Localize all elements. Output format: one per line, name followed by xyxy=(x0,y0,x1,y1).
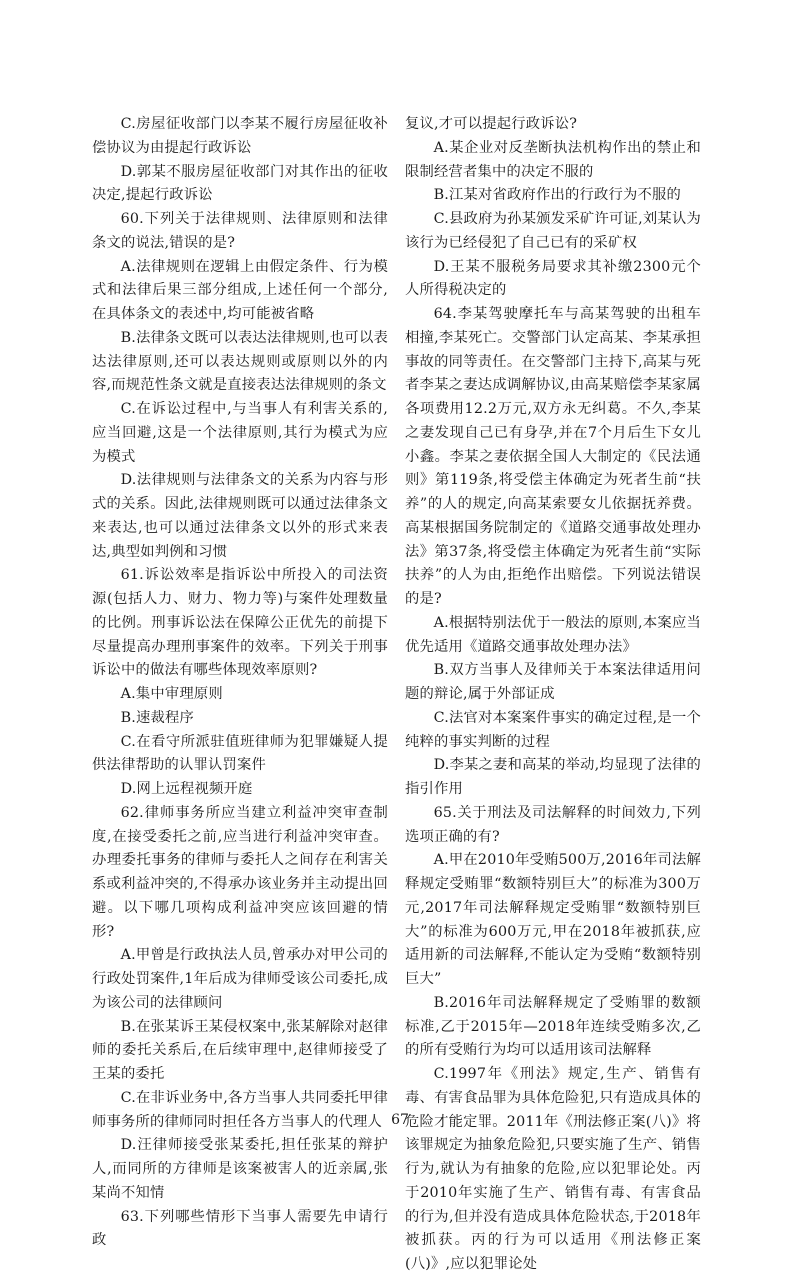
paragraph: D.李某之妻和高某的举动,均显现了法律的指引作用 xyxy=(405,757,701,797)
paragraph: A.法律规则在逻辑上由假定条件、行为模式和法律后果三部分组成,上述任何一个部分,在具体条文的表述中,均可能被省略 xyxy=(92,258,388,322)
paragraph: A.根据特别法优于一般法的原则,本案应当优先适用《道路交通事故处理办法》 xyxy=(405,614,701,655)
left-text-column xyxy=(92,113,388,1253)
paragraph: 61.诉讼效率是指诉讼中所投入的司法资源(包括人力、财力、物力等)与案件处理数量的比例。刑事诉讼法在保障公正优先的前提下尽量提高办理刑事案件的效率。下列关于刑事诉讼中的做法有哪些体现效率原则? xyxy=(92,567,388,679)
paragraph: D.郭某不服房屋征收部门对其作出的征收决定,提起行政诉讼 xyxy=(92,163,388,204)
paragraph: C.在看守所派驻值班律师为犯罪嫌疑人提供法律帮助的认罪认罚案件 xyxy=(92,733,388,774)
paragraph: B.2016年司法解释规定了受贿罪的数额标准,乙于2015年—2018年连续受贿多次,乙的所有受贿行为均可以适用该司法解释 xyxy=(405,994,701,1059)
paragraph: D.王某不服税务局要求其补缴2300元个人所得税决定的 xyxy=(405,258,701,299)
paragraph: C.1997年《刑法》规定,生产、销售有毒、有害食品罪为具体危险犯,只有造成具体的危险才能定罪。2011年《刑法修正案(八)》将该罪规定为抽象危险犯,只要实施了生产、销售行为,就认为有抽象的危险,应以犯罪论处。丙于2010年实施了生产、销售有毒、有害食品的行为,但并没有造成具体危险状态,于2018年被抓获。丙的行为可以适用《刑法修正案(八)》,应以犯罪论处 xyxy=(405,1066,701,1272)
paragraph: A.甲在2010年受贿500万,2016年司法解释规定受贿罪“数额特别巨大”的标准为300万元,2017年司法解释规定受贿罪“数额特别巨大”的标准为600万元,甲在2018年被抓获,应适用新的司法解释,不能认定为受贿“数额特别巨大” xyxy=(405,852,701,987)
paragraph: C.房屋征收部门以李某不履行房屋征收补偿协议为由提起行政诉讼 xyxy=(92,116,388,156)
paragraph: 63.下列哪些情形下当事人需要先申请行政 xyxy=(92,1208,388,1249)
paragraph: A.某企业对反垄断执法机构作出的禁止和限制经营者集中的决定不服的 xyxy=(405,139,701,180)
paragraph: 65.关于刑法及司法解释的时间效力,下列选项正确的有? xyxy=(405,804,701,845)
paragraph: B.双方当事人及律师关于本案法律适用问题的辩论,属于外部证成 xyxy=(405,662,701,702)
paragraph: C.县政府为孙某颁发采矿许可证,刘某认为该行为已经侵犯了自己已有的采矿权 xyxy=(405,211,701,251)
paragraph: C.在非诉业务中,各方当事人共同委托甲律师事务所的律师同时担任各方当事人的代理人 xyxy=(92,1089,388,1130)
paragraph: A.集中审理原则 xyxy=(120,686,223,702)
paragraph: 复议,才可以提起行政诉讼? xyxy=(405,116,578,132)
paragraph: D.网上远程视频开庭 xyxy=(120,781,253,797)
paragraph: C.在诉讼过程中,与当事人有利害关系的,应当回避,这是一个法律原则,其行为模式为应为模式 xyxy=(92,401,388,465)
page-number: 67 xyxy=(391,1112,409,1128)
paragraph: B.在张某诉王某侵权案中,张某解除对赵律师的委托关系后,在后续审理中,赵律师接受了王某的委托 xyxy=(92,1018,388,1082)
paragraph: B.法律条文既可以表达法律规则,也可以表达法律原则,还可以表达规则或原则以外的内容,而规范性条文就是直接表达法律规则的条文 xyxy=(92,329,388,394)
paragraph: B.速裁程序 xyxy=(120,709,195,726)
paragraph: D.汪律师接受张某委托,担任张某的辩护人,而同所的方律师是该案被害人的近亲属,张某尚不知情 xyxy=(92,1137,388,1201)
paragraph: 62.律师事务所应当建立利益冲突审查制度,在接受委托之前,应当进行利益冲突审查。办理委托事务的律师与委托人之间存在利害关系或利益冲突的,不得承办该业务并主动提出回避。以下哪几项构成利益冲突应该回避的情形? xyxy=(92,804,388,940)
paragraph: A.甲曾是行政执法人员,曾承办对甲公司的行政处罚案件,1年后成为律师受该公司委托,成为该公司的法律顾问 xyxy=(92,947,388,1011)
paragraph: 60.下列关于法律规则、法律原则和法律条文的说法,错误的是? xyxy=(92,211,388,251)
right-text-column xyxy=(405,113,701,1277)
paragraph: D.法律规则与法律条文的关系为内容与形式的关系。因此,法律规则既可以通过法律条文来表达,也可以通过法律条文以外的形式来表达,典型如判例和习惯 xyxy=(92,472,388,560)
paragraph: B.江某对省政府作出的行政行为不服的 xyxy=(433,187,681,204)
paragraph: C.法官对本案案件事实的确定过程,是一个纯粹的事实判断的过程 xyxy=(405,709,701,750)
paragraph: 64.李某驾驶摩托车与高某驾驶的出租车相撞,李某死亡。交警部门认定高某、李某承担事故的同等责任。在交警部门主持下,高某与死者李某之妻达成调解协议,由高某赔偿李某家属各项费用12.2万元,双方永无纠葛。不久,李某之妻发现自己已有身孕,并在7个月后生下女儿小鑫。李某之妻依据全国人大制定的《民法通则》第119条,将受偿主体确定为死者生前“扶养”的人的规定,向高某索要女儿依据抚养费。高某根据国务院制定的《道路交通事故处理办法》第37条,将受偿主体确定为死者生前“实际扶养”的人为由,拒绝作出赔偿。下列说法错误的是? xyxy=(405,306,701,607)
